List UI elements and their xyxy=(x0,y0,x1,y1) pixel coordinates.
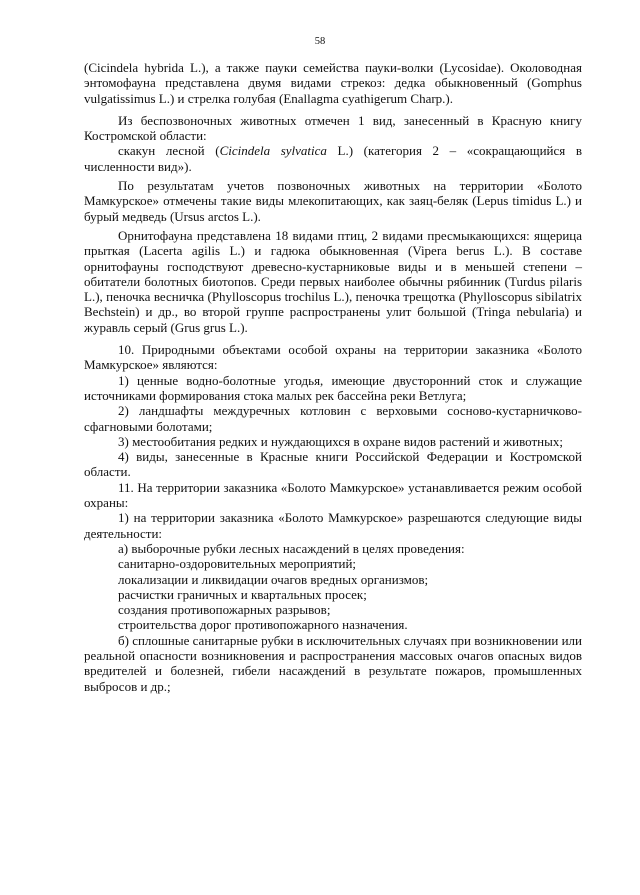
species-latin-name: Cicindela sylvatica xyxy=(219,143,327,159)
protected-object-item-1: 1) ценные водно-болотные угодья, имеющие двусторонний сток и служащие источниками формирования стока малых рек бассейна реки Ветлуга; xyxy=(84,372,582,403)
species-text-after: L.) (категория 2 – «сокращающийся в численности вид»). xyxy=(84,143,582,174)
paragraph-invertebrates: Из беспозвоночных животных отмечен 1 вид, занесенный в Красную книгу Костромской области: xyxy=(84,112,582,144)
protected-object-item-3: 3) местообитания редких и нуждающихся в охране видов растений и животных; xyxy=(118,433,563,449)
paragraph-entomofauna: (Cicindela hybrida L.), а также пауки семейства пауки-волки (Lycosidae). Околоводная энтомофауна представлена двумя видами стрекоз: дедка обыкновенный (Gomphus vulgatissimus L.) и стрелка голубая (Enallagma cyathigerum Charp.). xyxy=(84,60,582,106)
allowed-activities-intro: 1) на территории заказника «Болото Мамкурское» разрешаются следующие виды деятельности: xyxy=(84,510,582,541)
paragraph-cicindela-sylvatica xyxy=(84,143,582,174)
page-number: 58 xyxy=(314,36,326,47)
paragraph-protection-regime-heading: 11. На территории заказника «Болото Мамкурское» устанавливается режим особой охраны: xyxy=(84,479,582,511)
paragraph-ornithofauna: Орнитофауна представлена 18 видами птиц, 2 видами пресмыкающихся: ящерица прыткая (Lacerta agilis L.) и гадюка обыкновенная (Vipera berus L.). В составе орнитофауны господствуют древесно-кустарниковые виды и в меньшей степени – обитатели болотных биотопов. Среди первых наиболее обычны рябинник (Turdus pilaris L.), пеночка весничка (Phylloscopus trochilus L.), пеночка трещотка (Phylloscopus sibilatrix Bechstein) и др., во второй группе распространены улит большой (Tringa nebularia) и журавль серый (Grus grus L.). xyxy=(84,227,582,335)
paragraph-protected-objects-heading: 10. Природными объектами особой охраны на территории заказника «Болото Мамкурское» являются: xyxy=(84,342,582,373)
protected-object-item-4: 4) виды, занесенные в Красные книги Российской Федерации и Костромской области. xyxy=(84,449,582,480)
paragraph-mammals: По результатам учетов позвоночных животных на территории «Болото Мамкурское» отмечены такие виды млекопитающих, как заяц-беляк (Lepus timidus L.) и бурый медведь (Ursus arctos L.). xyxy=(84,178,582,224)
protected-object-item-2: 2) ландшафты междуречных котловин с верховыми сосново-кустарничково-сфагновыми болотами; xyxy=(84,403,582,434)
selective-felling-list: а) выборочные рубки лесных насаждений в целях проведения: санитарно-оздоровительных мероприятий; локализации и ликвидации очагов вредных организмов; расчистки граничных и квартальных просек; создания противопожарных разрывов; строительства дорог противопожарного назначения. xyxy=(118,540,465,633)
sanitary-felling-paragraph: б) сплошные санитарные рубки в исключительных случаях при возникновении или реальной опасности возникновения и распространения массовых очагов опасных видов вредителей и болезней, гибели насаждений в результате пожаров, промышленных выбросов и др.; xyxy=(84,632,582,694)
species-text-before: скакун лесной ( xyxy=(118,143,220,159)
document-body xyxy=(84,60,582,694)
